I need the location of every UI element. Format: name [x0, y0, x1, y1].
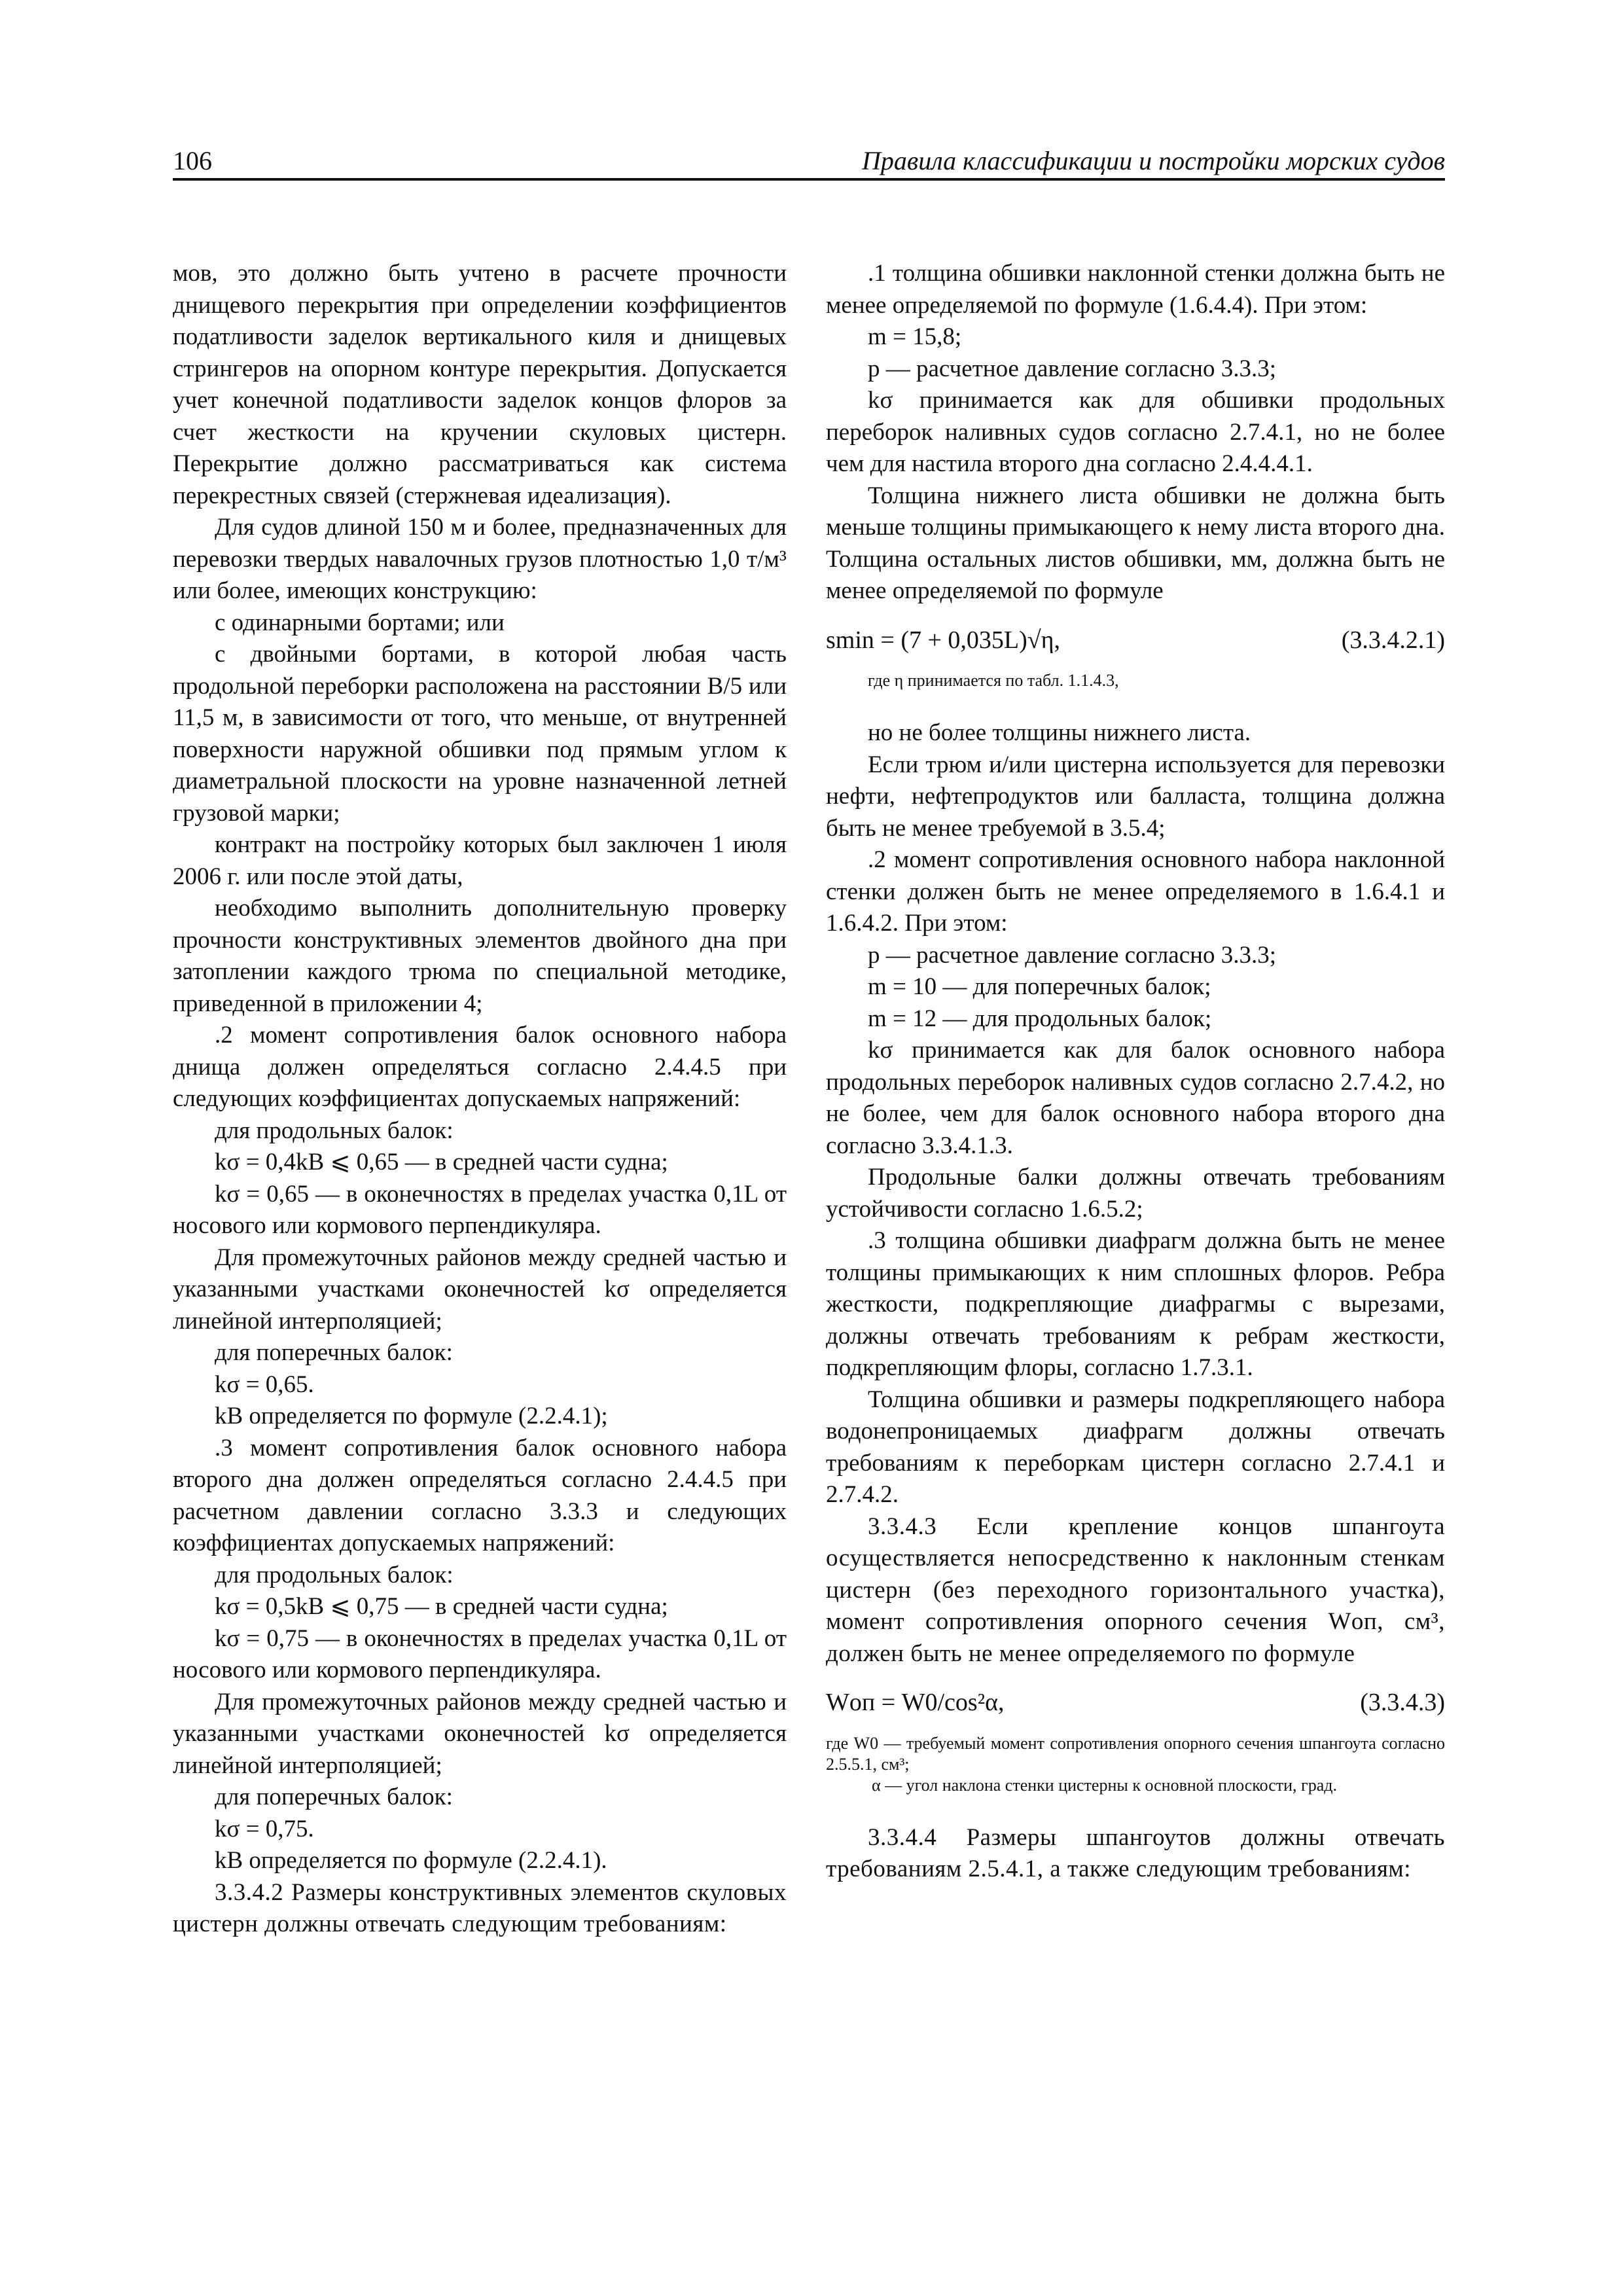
formula-line: m = 15,8; [868, 323, 962, 350]
paragraph: .3 момент сопротивления балок основного набора второго дна должен определяться согласно 2.4.4.5 при расчетном давлении согласно 3.3.3 и следующих коэффициентах допускаемых напряжений: [173, 1434, 787, 1556]
right-column [826, 258, 1445, 1886]
formula-line: kσ = 0,65. [215, 1371, 314, 1398]
formula-line: m = 12 — для продольных балок; [868, 1005, 1212, 1032]
formula-line: kσ = 0,75 — в оконечностях в пределах участка 0,1L от носового или кормового перпендикуляра. [173, 1624, 787, 1683]
formula-line: p — расчетное давление согласно 3.3.3; [868, 941, 1276, 969]
formula-note: где W0 — требуемый момент сопротивления опорного сечения шпангоута согласно 2.5.5.1, см³; [826, 1733, 1445, 1774]
formula-block [826, 1687, 1445, 1719]
paragraph: .1 толщина обшивки наклонной стенки должна быть не менее определяемой по формуле (1.6.4.4). При этом: [826, 260, 1445, 319]
paragraph: мов, это должно быть учтено в расчете прочности днищевого перекрытия при определении коэффициентов податливости заделок вертикального киля и днищевых стрингеров на опорном контуре перекрытия. Допускается учет конечной податливости заделок концов флоров за счет жесткости на кручении скуловых цистерн. Перекрытие должно рассматриваться как система перекрестных связей (стержневая идеализация). [173, 260, 787, 509]
paragraph: Для судов длиной 150 м и более, предназначенных для перевозки твердых навалочных грузов плотностью 1,0 т/м³ или более, имеющих конструкцию: [173, 514, 787, 604]
formula-line: kσ = 0,75. [215, 1815, 314, 1842]
running-title: Правила классификации и постройки морских судов [861, 146, 1445, 175]
formula-note: α — угол наклона стенки цистерны к основной плоскости, град. [872, 1775, 1337, 1795]
left-column [173, 258, 787, 1941]
paragraph: Для промежуточных районов между средней частью и указанными участками оконечностей kσ определяется линейной интерполяцией; [173, 1244, 787, 1335]
paragraph: для продольных балок: [215, 1561, 454, 1588]
section-heading: 3.3.4.2 Размеры конструктивных элементов скуловых цистерн должны отвечать следующим требованиям: [173, 1878, 787, 1937]
header-rule [173, 178, 1445, 181]
paragraph: Толщина нижнего листа обшивки не должна быть меньше толщины примыкающего к нему листа второго дна. Толщина остальных листов обшивки, мм, должна быть не менее определяемой по формуле [826, 482, 1445, 604]
formula-line: m = 10 — для поперечных балок; [868, 973, 1211, 1000]
paragraph: Толщина обшивки и размеры подкрепляющего набора водонепроницаемых диафрагм должны отвечать требованиям к переборкам цистерн согласно 2.7.4.1 и 2.7.4.2. [826, 1386, 1445, 1508]
paragraph: необходимо выполнить дополнительную проверку прочности конструктивных элементов двойного дна при затоплении каждого трюма по специальной методике, приведенной в приложении 4; [173, 895, 787, 1017]
paragraph: .2 момент сопротивления балок основного набора днища должен определяться согласно 2.4.4.5 при следующих коэффициентах допускаемых напряжений: [173, 1022, 787, 1112]
formula-number: (3.3.4.2.1) [1341, 626, 1445, 654]
formula-line: kσ = 0,5kB ⩽ 0,75 — в средней части судна; [215, 1593, 668, 1620]
paragraph: Если трюм и/или цистерна используется для перевозки нефти, нефтепродуктов или балласта, толщина должна быть не менее требуемой в 3.5.4; [826, 751, 1445, 842]
section-heading: 3.3.4.3 Если крепление концов шпангоута осуществляется непосредственно к наклонным стенкам цистерн (без переходного горизонтального участка), момент сопротивления опорного сечения Wоп, см³, должен быть не менее определяемого по формуле [826, 1513, 1445, 1667]
paragraph: kB определяется по формуле (2.2.4.1); [215, 1403, 608, 1429]
paragraph: но не более толщины нижнего листа. [868, 719, 1251, 746]
formula: Wоп = W0/cos²α, [826, 1689, 1005, 1716]
formula: smin = (7 + 0,035L)√η, [826, 626, 1061, 654]
paragraph: kσ принимается как для обшивки продольных переборок наливных судов согласно 2.7.4.1, но не более чем для настила второго дна согласно 2.4.4.4.1. [826, 387, 1445, 477]
paragraph: .3 толщина обшивки диафрагм должна быть не менее толщины примыкающих к ним сплошных флоров. Ребра жесткости, подкрепляющие диафрагмы с вырезами, должны отвечать требованиям к ребрам жесткости, подкрепляющим флоры, согласно 1.7.3.1. [826, 1227, 1445, 1381]
formula-number: (3.3.4.3) [1360, 1689, 1445, 1716]
page-number: 106 [173, 146, 212, 175]
list-item: с одинарными бортами; или [215, 609, 505, 636]
formula-line: p — расчетное давление согласно 3.3.3; [868, 355, 1276, 382]
paragraph: контракт на постройку которых был заключен 1 июля 2006 г. или после этой даты, [173, 831, 787, 890]
formula-line: kσ = 0,4kB ⩽ 0,65 — в средней части судна; [215, 1149, 668, 1175]
section-heading: 3.3.4.4 Размеры шпангоутов должны отвечать требованиям 2.5.4.1, а также следующим требованиям: [826, 1823, 1445, 1882]
paragraph: kσ принимается как для балок основного набора продольных переборок наливных судов согласно 2.7.4.2, но не более, чем для балок основного набора второго дна согласно 3.3.4.1.3. [826, 1037, 1445, 1159]
formula-block [826, 624, 1445, 656]
paragraph: Продольные балки должны отвечать требованиям устойчивости согласно 1.6.5.2; [826, 1164, 1445, 1223]
page-header [173, 145, 1445, 179]
paragraph: для продольных балок: [215, 1117, 454, 1144]
paragraph: для поперечных балок: [215, 1784, 453, 1810]
paragraph: для поперечных балок: [215, 1339, 453, 1366]
paragraph: .2 момент сопротивления основного набора наклонной стенки должен быть не менее определяемого в 1.6.4.1 и 1.6.4.2. При этом: [826, 846, 1445, 937]
paragraph: Для промежуточных районов между средней частью и указанными участками оконечностей kσ определяется линейной интерполяцией; [173, 1688, 787, 1779]
paragraph: kB определяется по формуле (2.2.4.1). [215, 1847, 607, 1874]
formula-note: где η принимается по табл. 1.1.4.3, [868, 671, 1119, 690]
formula-line: kσ = 0,65 — в оконечностях в пределах участка 0,1L от носового или кормового перпендикуляра. [173, 1180, 787, 1239]
list-item: с двойными бортами, в которой любая часть продольной переборки расположена на расстоянии B/5 или 11,5 м, в зависимости от того, что меньше, от внутренней поверхности наружной обшивки под прямым углом к диаметральной плоскости на уровне назначенной летней грузовой марки; [173, 641, 787, 827]
